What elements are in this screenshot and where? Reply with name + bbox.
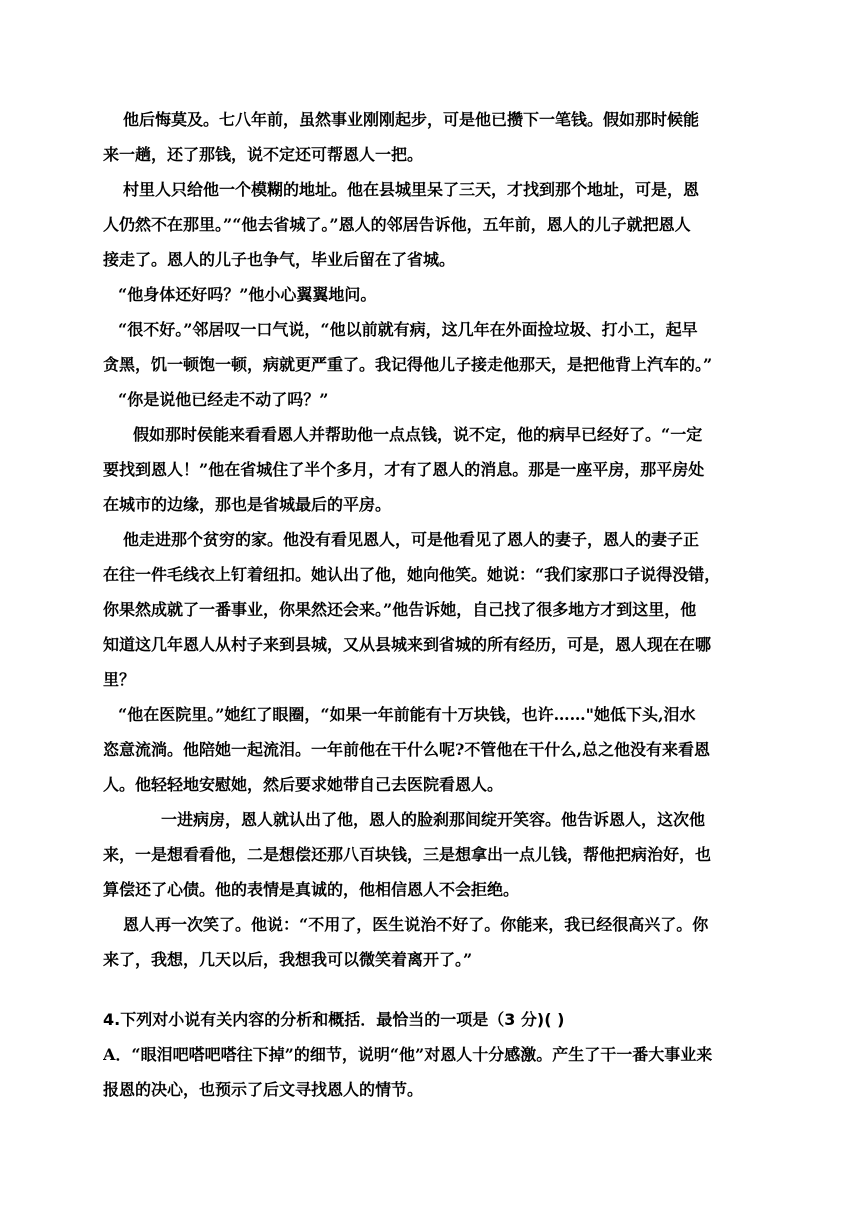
passage-line: “很不好。”邻居叹一口气说，“他以前就有病，这几年在外面捡垃圾、打小工，起早 xyxy=(118,320,698,339)
question-option-a: A．“眼泪吧嗒吧嗒往下掉”的细节，说明“他”对恩人十分感激。产生了干一番大事业来 xyxy=(103,1045,713,1064)
passage-line: 在往一件毛线衣上钉着纽扣。她认出了他，她向他笑。她说：“我们家那口子说得没错， xyxy=(103,565,721,584)
passage-line: 你果然成就了一番事业，你果然还会来。”他告诉她，自己找了很多地方才到这里，他 xyxy=(103,600,697,619)
passage-line: 在城市的边缘，那也是省城最后的平房。 xyxy=(103,495,392,514)
passage-line: “他身体还好吗？”他小心翼翼地问。 xyxy=(118,285,377,304)
passage-line: 来了，我想，几天以后，我想我可以微笑着离开了。” xyxy=(103,950,473,969)
passage-line: 恩人再一次笑了。他说：“不用了，医生说治不好了。你能来，我已经很高兴了。你 xyxy=(123,915,709,934)
passage-line: 要找到恩人！”他在省城住了半个多月，才有了恩人的消息。那是一座平房，那平房处 xyxy=(103,460,705,479)
passage-line: 贪黑，饥一顿饱一顿，病就更严重了。我记得他儿子接走他那天，是把他背上汽车的。” xyxy=(103,355,713,374)
passage-line: 他后悔莫及。七八年前，虽然事业刚刚起步，可是他已攒下一笔钱。假如那时候能 xyxy=(123,110,700,129)
passage-line: 假如那时侯能来看看恩人并帮助他一点点钱，说不定，他的病早已经好了。“一定 xyxy=(133,425,703,444)
question-option-a-continued: 报恩的决心，也预示了后文寻找恩人的情节。 xyxy=(103,1080,424,1099)
passage-line: 来，一是想看看他，二是想偿还那八百块钱，三是想拿出一点儿钱，帮他把病治好，也 xyxy=(103,845,712,864)
passage-line: 人仍然不在那里。”“他去省城了。”恩人的邻居告诉他，五年前，恩人的儿子就把恩人 xyxy=(103,215,691,234)
passage-line: 一进病房，恩人就认出了他，恩人的脸刹那间绽开笑容。他告诉恩人，这次他 xyxy=(161,810,706,829)
passage-line: 村里人只给他一个模糊的地址。他在县城里呆了三天，才找到那个地址，可是，恩 xyxy=(123,180,700,199)
passage-line: 算偿还了心债。他的表情是真诚的，他相信恩人不会拒绝。 xyxy=(103,880,520,899)
passage-line: 知道这几年恩人从村子来到县城，又从县城来到省城的所有经历，可是，恩人现在在哪 xyxy=(103,635,712,654)
question-stem: 4.下列对小说有关内容的分析和概括．最恰当的一项是（3 分)( ) xyxy=(103,1010,565,1029)
passage-line: 他走进那个贫穷的家。他没有看见恩人，可是他看见了恩人的妻子，恩人的妻子正 xyxy=(123,530,700,549)
passage-line: 里？ xyxy=(103,670,136,689)
passage-line: 恣意流淌。他陪她一起流泪。一年前他在干什么呢?不管他在干什么,总之他没有来看恩 xyxy=(103,740,710,759)
passage-line: “你是说他已经走不动了吗？” xyxy=(118,390,329,409)
passage-line: 接走了。恩人的儿子也争气，毕业后留在了省城。 xyxy=(103,250,456,269)
passage-line: 来一趟，还了那钱，说不定还可帮恩人一把。 xyxy=(103,145,424,164)
passage-line: 人。他轻轻地安慰她，然后要求她带自己去医院看恩人。 xyxy=(103,775,504,794)
passage-line: “他在医院里。”她红了眼圈，“如果一年前能有十万块钱，也许……"她低下头,泪水 xyxy=(118,705,696,724)
